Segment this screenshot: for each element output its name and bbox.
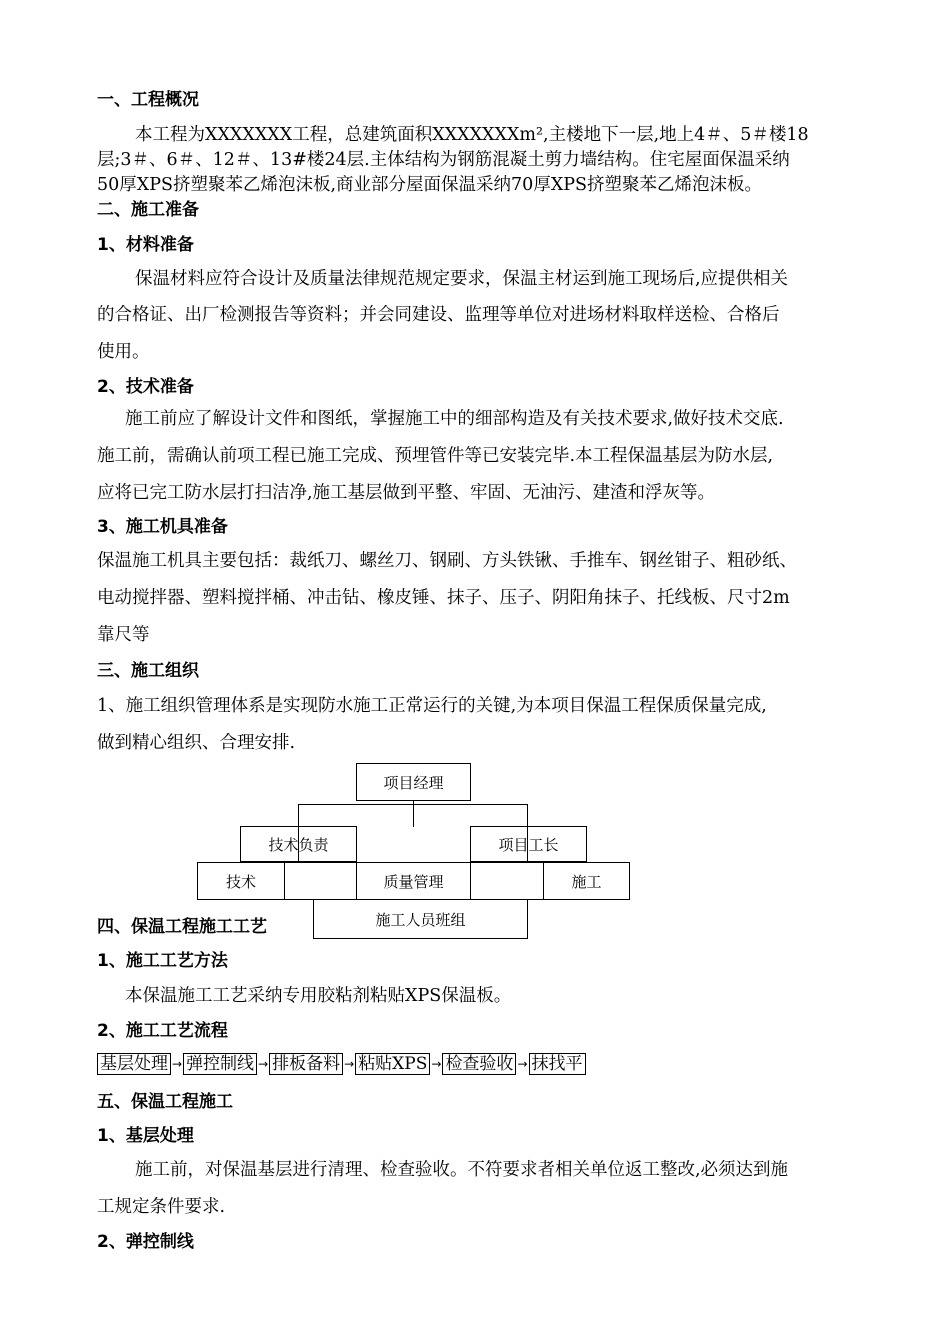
org-box-quality: [356, 862, 471, 900]
subtitle-base: 1、基层处理: [97, 1126, 194, 1146]
org-box-manager: [356, 763, 471, 801]
org-box-blank: [284, 862, 357, 900]
org-label-crew: 施工人员班组: [375, 910, 466, 929]
org-label-foreman: 项目工长: [498, 835, 559, 854]
flow-step: 排板备料: [269, 1053, 343, 1075]
section-title-overview: 一、工程概况: [97, 90, 199, 110]
org-box-foreman: [470, 826, 587, 862]
technical-line-1: 施工前应了解设计文件和图纸，掌握施工中的细部构造及有关技术要求,做好技术交底.: [125, 409, 784, 429]
subtitle-method: 1、施工工艺方法: [97, 951, 228, 971]
tools-line-3: 靠尺等: [97, 625, 150, 645]
subtitle-control-line: 2、弹控制线: [97, 1232, 194, 1252]
org-box-tech: [197, 862, 285, 900]
technical-line-3: 应将已完工防水层打扫洁净,施工基层做到平整、牢固、无油污、建渣和浮灰等。: [97, 483, 716, 503]
org-label-manager: 项目经理: [383, 773, 444, 792]
subtitle-flow: 2、施工工艺流程: [97, 1021, 228, 1041]
base-line-1: 施工前，对保温基层进行清理、检查验收。不符要求者相关单位返工整改,必须达到施: [135, 1160, 789, 1180]
flow-step: 检查验收: [442, 1053, 516, 1075]
material-line-3: 使用。: [97, 342, 150, 362]
process-flow: [97, 1052, 586, 1076]
flow-step: 弹控制线: [183, 1053, 257, 1075]
org-box-tech-lead: [240, 826, 357, 862]
flow-step: 基层处理: [97, 1053, 171, 1075]
section-title-organization: 三、施工组织: [97, 661, 199, 681]
org-label-tech-lead: 技术负责: [268, 835, 329, 854]
arrow-right-icon: →: [517, 1057, 528, 1071]
organization-line-1: 1、施工组织管理体系是实现防水施工正常运行的关键,为本项目保温工程保质保量完成,: [97, 696, 767, 716]
arrow-right-icon: →: [172, 1057, 183, 1071]
section-title-process: 四、保温工程施工工艺: [97, 917, 267, 937]
org-label-construction: 施工: [571, 872, 602, 891]
org-box-crew: [313, 899, 528, 939]
base-line-2: 工规定条件要求.: [97, 1197, 226, 1217]
org-connector: [298, 804, 527, 805]
arrow-right-icon: →: [431, 1057, 442, 1071]
overview-line-2: 层;3＃、6＃、12＃、13#楼24层.主体结构为钢筋混凝土剪力墙结构。住宅屋面保温采纳: [97, 150, 790, 170]
org-box-construction: [543, 862, 630, 900]
subtitle-technical: 2、技术准备: [97, 377, 194, 397]
technical-line-2: 施工前，需确认前项工程已施工完成、预埋管件等已安装完毕.本工程保温基层为防水层,: [97, 446, 774, 466]
tools-line-1: 保温施工机具主要包括：裁纸刀、螺丝刀、钢刷、方头铁锹、手推车、钢丝钳子、粗砂纸、: [97, 551, 797, 571]
tools-line-2: 电动搅拌器、塑料搅拌桶、冲击钻、橡皮锤、抹子、压子、阴阳角抹子、托线板、尺寸2m: [97, 588, 790, 608]
section-title-preparation: 二、施工准备: [97, 200, 199, 220]
organization-line-2: 做到精心组织、合理安排.: [97, 733, 296, 753]
material-line-1: 保温材料应符合设计及质量法律规范规定要求，保温主材运到施工现场后,应提供相关: [135, 269, 789, 289]
overview-line-3: 50厚XPS挤塑聚苯乙烯泡沫板,商业部分屋面保温采纳70厚XPS挤塑聚苯乙烯泡沫板。: [97, 175, 763, 195]
section-title-construction: 五、保温工程施工: [97, 1092, 233, 1112]
material-line-2: 的合格证、出厂检测报告等资料；并会同建设、监理等单位对进场材料取样送检、合格后: [97, 305, 780, 325]
arrow-right-icon: →: [344, 1057, 355, 1071]
org-label-quality: 质量管理: [383, 872, 444, 891]
flow-step: 抹找平: [529, 1053, 586, 1075]
subtitle-tools: 3、施工机具准备: [97, 517, 228, 537]
flow-step: 粘贴XPS: [355, 1053, 430, 1075]
overview-line-1: 本工程为XXXXXXX工程，总建筑面积XXXXXXXm²,主楼地下一层,地上4＃、5＃楼18: [135, 125, 809, 145]
org-label-tech: 技术: [225, 872, 256, 891]
arrow-right-icon: →: [258, 1057, 269, 1071]
method-text: 本保温施工工艺采纳专用胶粘剂粘贴XPS保温板。: [125, 986, 512, 1006]
subtitle-material: 1、材料准备: [97, 235, 194, 255]
org-box-blank: [470, 862, 544, 900]
